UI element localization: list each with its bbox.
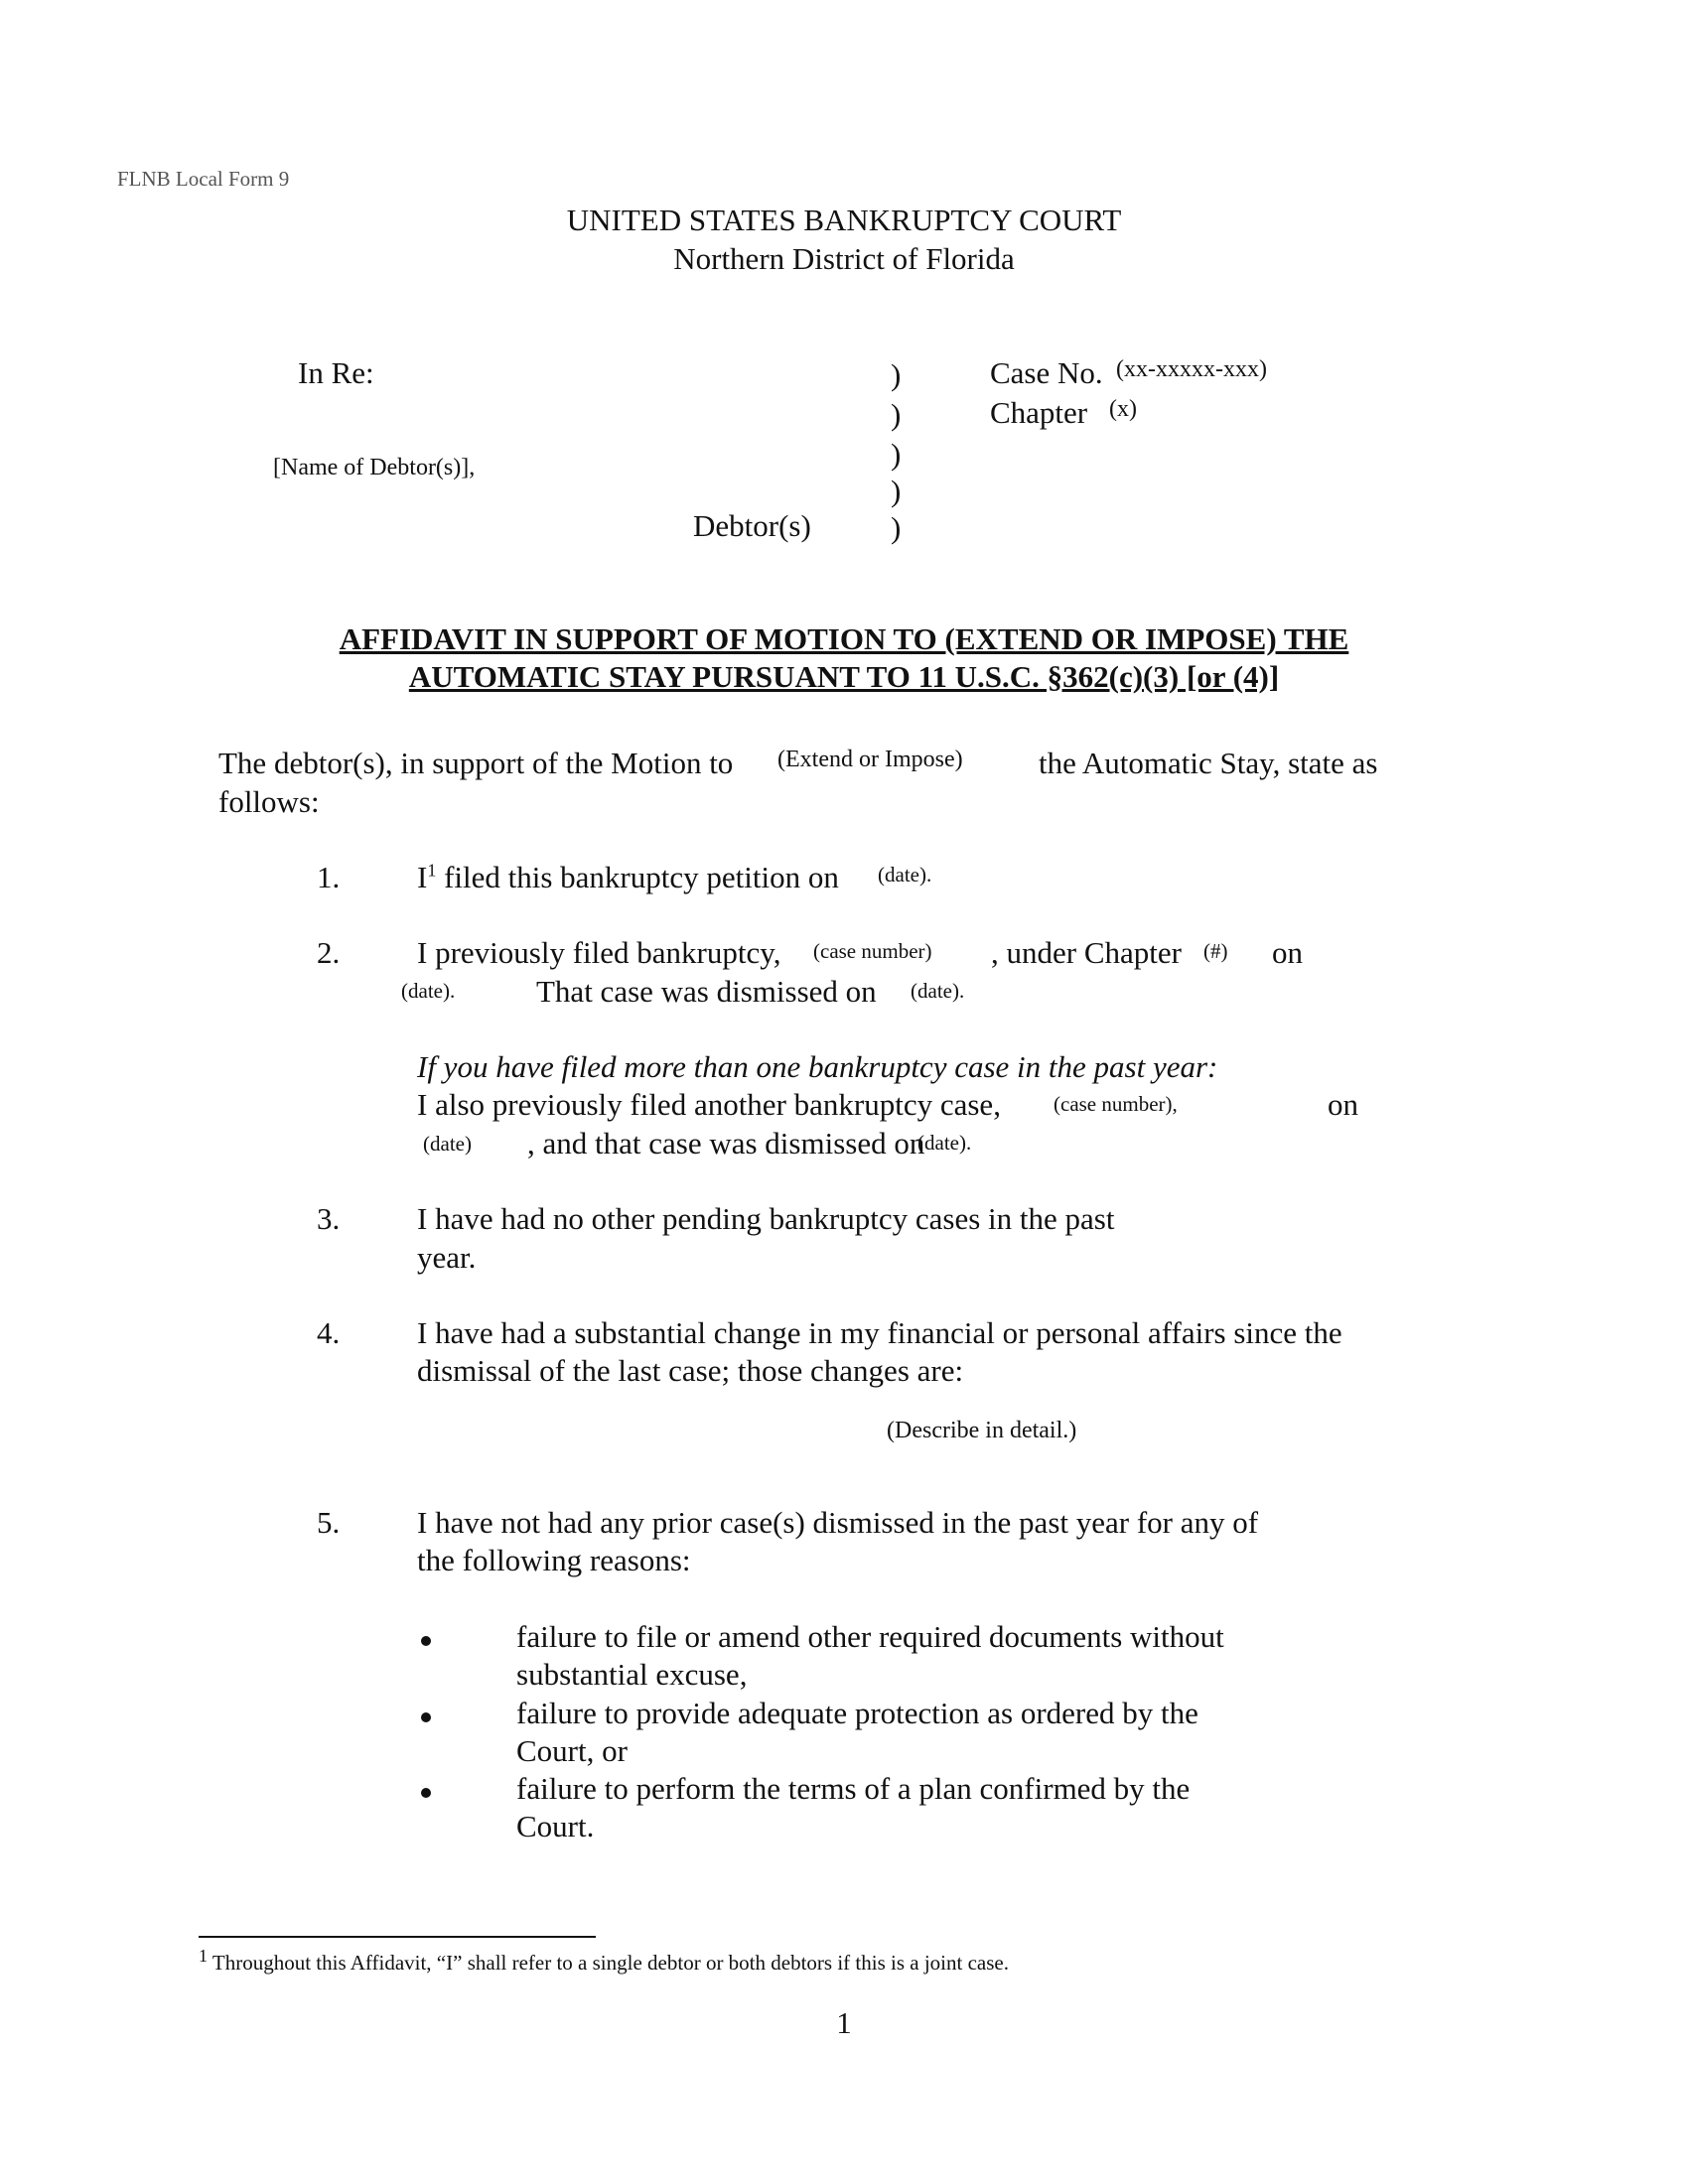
caption-paren: ) xyxy=(891,510,902,545)
item-2-text: on xyxy=(1328,1087,1358,1122)
item-2-text: I also previously filed another bankruptcy case, xyxy=(417,1087,1001,1122)
caption-paren: ) xyxy=(891,397,902,432)
footnote xyxy=(199,1946,1009,1975)
intro-text: the Automatic Stay, state as xyxy=(1039,746,1378,780)
reason-list-item: Court. xyxy=(516,1809,595,1843)
reason-list-item: failure to file or amend other required documents without xyxy=(516,1619,1224,1654)
footnote-mark: 1 xyxy=(199,1946,208,1966)
footnote-ref: 1 xyxy=(427,860,437,881)
item-1-text xyxy=(417,862,839,892)
describe-changes-blank: (Describe in detail.) xyxy=(887,1418,1077,1443)
prior-chapter-blank: (#) xyxy=(1203,939,1228,963)
case-no-label: Case No. xyxy=(990,355,1103,390)
item-4-text: I have had a substantial change in my financial or personal affairs since the xyxy=(417,1315,1342,1350)
caption-paren: ) xyxy=(891,437,902,472)
item-2-text: , under Chapter xyxy=(991,935,1182,970)
second-filing-date-blank: (date) xyxy=(423,1132,472,1156)
item-1-body: filed this bankruptcy petition on xyxy=(444,860,839,894)
prior-dismissal-date-blank: (date). xyxy=(911,979,965,1003)
item-number: 3. xyxy=(317,1201,341,1236)
form-id: FLNB Local Form 9 xyxy=(117,167,290,191)
item-4-text: dismissal of the last case; those changes are: xyxy=(417,1353,964,1388)
document-title-line1: AFFIDAVIT IN SUPPORT OF MOTION TO (EXTEND OR IMPOSE) THE xyxy=(339,621,1349,656)
bullet-icon xyxy=(421,1788,431,1798)
multiple-cases-instruction: If you have filed more than one bankruptcy case in the past year: xyxy=(417,1049,1218,1084)
item-3-text: I have had no other pending bankruptcy cases in the past xyxy=(417,1201,1115,1236)
item-5-text: the following reasons: xyxy=(417,1543,691,1577)
case-no-value: (xx-xxxxx-xxx) xyxy=(1116,356,1267,382)
item-number: 1. xyxy=(317,860,341,894)
item-5-text: I have not had any prior case(s) dismissed in the past year for any of xyxy=(417,1505,1259,1540)
motion-type-blank: (Extend or Impose) xyxy=(777,747,963,772)
item-2-text: on xyxy=(1272,935,1303,970)
second-dismissal-date-blank: (date). xyxy=(917,1131,972,1155)
in-re-label: In Re: xyxy=(298,355,374,390)
debtor-label: Debtor(s) xyxy=(693,508,811,543)
item-number: 4. xyxy=(317,1315,341,1350)
intro-text: The debtor(s), in support of the Motion to xyxy=(218,746,734,780)
chapter-label: Chapter xyxy=(990,395,1088,430)
bullet-icon xyxy=(421,1712,431,1722)
reason-list-item: Court, or xyxy=(516,1733,628,1768)
prior-case-number-blank: (case number) xyxy=(813,939,932,963)
court-name: UNITED STATES BANKRUPTCY COURT xyxy=(566,203,1122,237)
prior-filing-date-blank: (date). xyxy=(401,979,456,1003)
footnote-text: Throughout this Affidavit, “I” shall refer to a single debtor or both debtors if this is a joint case. xyxy=(211,1951,1009,1975)
caption-paren: ) xyxy=(891,357,902,392)
reason-list-item: failure to provide adequate protection as ordered by the xyxy=(516,1696,1198,1730)
caption-paren: ) xyxy=(891,474,902,508)
bullet-icon xyxy=(421,1636,431,1646)
item-number: 2. xyxy=(317,935,341,970)
page-number: 1 xyxy=(836,2005,852,2040)
document-title-line2: AUTOMATIC STAY PURSUANT TO 11 U.S.C. §362(c)(3) [or (4)] xyxy=(408,659,1280,694)
chapter-value: (x) xyxy=(1109,396,1137,422)
petition-date-blank: (date). xyxy=(878,863,932,887)
item-3-text: year. xyxy=(417,1240,477,1275)
item-2-text: , and that case was dismissed on xyxy=(527,1126,925,1160)
item-number: 5. xyxy=(317,1505,341,1540)
debtor-name-placeholder: [Name of Debtor(s)], xyxy=(273,455,476,480)
reason-list-item: failure to perform the terms of a plan confirmed by the xyxy=(516,1771,1191,1806)
court-district: Northern District of Florida xyxy=(673,241,1015,276)
second-case-number-blank: (case number), xyxy=(1054,1092,1178,1116)
item-1-pronoun: I xyxy=(417,860,428,894)
intro-text: follows: xyxy=(218,784,320,819)
reason-list-item: substantial excuse, xyxy=(516,1657,748,1692)
item-2-text: I previously filed bankruptcy, xyxy=(417,935,781,970)
item-2-text: That case was dismissed on xyxy=(536,974,877,1009)
footnote-divider xyxy=(199,1936,596,1938)
